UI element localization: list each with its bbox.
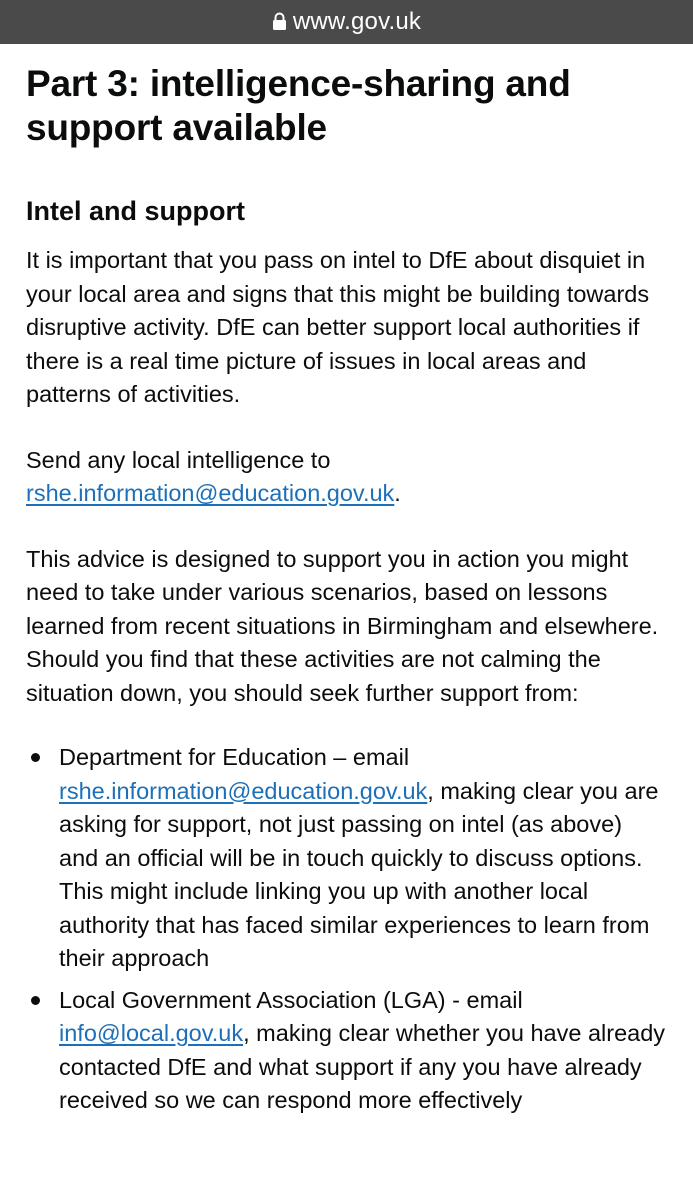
browser-address-bar[interactable] <box>0 0 693 44</box>
section-heading: Intel and support <box>26 196 245 226</box>
send-intel-end: . <box>394 480 401 506</box>
dfe-rest: , making clear you are asking for support, not just passing on intel (as above) and an official will be in touch quickly to discuss options. This might include linking you up with another local authority that has faced similar experiences to learn from their approach <box>59 777 659 971</box>
dfe-lead: Department for Education – email <box>59 744 410 770</box>
support-list <box>26 741 667 1118</box>
list-item-lga <box>26 984 667 1118</box>
lga-rest: , making clear whether you have already contacted DfE and what support if any you have already received so we can respond more effectively <box>59 1020 666 1113</box>
intro-paragraph: It is important that you pass on intel to DfE about disquiet in your local area and signs that this might be building towards disruptive activity. DfE can better support local authorities if there is a real time picture of issues in local areas and patterns of activities. <box>26 247 650 407</box>
bullet-icon <box>31 996 40 1005</box>
bullet-icon <box>31 753 40 762</box>
lga-lead: Local Government Association (LGA) - email <box>59 986 523 1013</box>
rshe-email-link[interactable]: rshe.information@education.gov.uk <box>26 480 395 506</box>
send-intel-paragraph <box>26 444 667 511</box>
lga-email-link[interactable]: info@local.gov.uk <box>59 1020 244 1046</box>
page-title: Part 3: intelligence-sharing and support available <box>26 63 571 148</box>
list-item-dfe <box>26 741 667 976</box>
url-text: www.gov.uk <box>292 8 422 35</box>
main-content <box>0 62 693 1118</box>
lock-icon <box>272 12 287 31</box>
dfe-email-link[interactable]: rshe.information@education.gov.uk <box>59 777 428 804</box>
advice-paragraph: This advice is designed to support you in action you might need to take under various scenarios, based on lessons learned from recent situations in Birmingham and elsewhere. Should you find that these activities are not calming the situation down, you should seek further support from: <box>26 545 659 706</box>
send-intel-text: Send any local intelligence to <box>26 446 331 473</box>
